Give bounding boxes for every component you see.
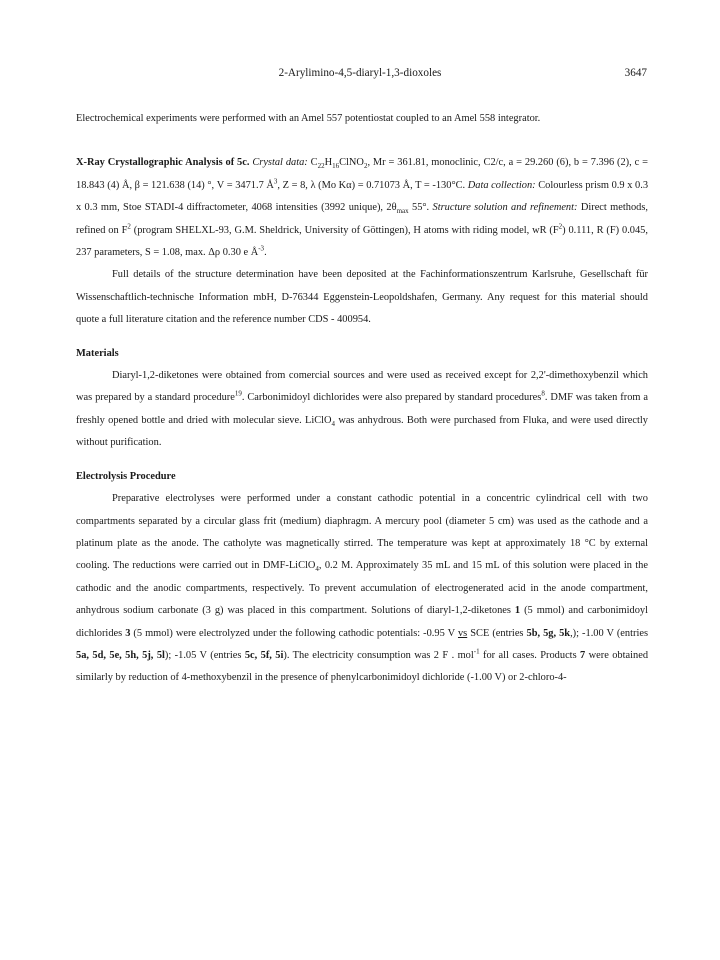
- entries-group-1: 5b, 5g, 5k: [526, 627, 571, 639]
- data-collection-text: Colourless prism 0.9 x 0.3 x 0.3 mm, Stoe STADI-4 diffractometer, 4068 intensities (3992 unique), 2θ: [76, 179, 649, 214]
- deposit-text: Full details of the structure determination have been deposited at the Fachinformationszentrum Karlsruhe, Gesellschaft für Wissenschaftlich-technische Information mbH, D-76344 Eggenstein-Leopoldshafen, Germany. Any request for this material should quote a full literature citation and the reference number CDS - 400954.: [76, 269, 648, 326]
- formula-o-subscript: 2: [363, 162, 368, 171]
- electrolysis-text-8: ). The electricity consumption was 2 F . mol: [283, 649, 474, 661]
- f-squared-superscript: 2: [127, 222, 131, 231]
- perchlorate-subscript: 4: [331, 419, 336, 428]
- volume-unit-superscript: 3: [273, 177, 278, 186]
- crystal-data-label: Crystal data:: [252, 157, 308, 169]
- formula-c: C: [310, 157, 318, 169]
- xray-heading: X-Ray Crystallographic Analysis of 5c.: [76, 157, 250, 169]
- deposit-paragraph: [76, 264, 648, 331]
- structure-solution-text-2: (program SHELXL-93, G.M. Sheldrick, University of Göttingen), H atoms with riding model, wR (F: [130, 224, 559, 236]
- data-collection-label: Data collection:: [467, 179, 536, 191]
- crystal-data-text: , Mr = 361.81, monoclinic, C2/c, a = 29.260 (6), b = 7.396 (2), c = 18.843 (4) Å, β = 121.638 (14) °, V = 3471.7 Å: [76, 157, 648, 191]
- wr-f-squared-superscript: 2: [558, 222, 563, 231]
- materials-text-2: . Carbonimidoyl dichlorides were also prepared by standard procedures: [241, 392, 542, 404]
- electrolysis-text: Preparative electrolyses were performed under a constant cathodic potential in a concentric cylindrical cell with two compartments separated by a circular glass frit (medium) diaphragm. A mercury pool (diameter 5 cm) was used as the cathode and a platinum plate as the anode. The catholyte was magnetically stirred. The temperature was kept at approximately 18 °C by external cooling. The reductions were carried out in DMF-LiClO: [76, 493, 648, 572]
- crystal-data-text-2: , Z = 8, λ (Mo Kα) = 0.71073 Å, T = -130°C.: [277, 179, 468, 191]
- compound-3: 3: [125, 627, 131, 639]
- structure-solution-end: .: [264, 247, 267, 259]
- electrolysis-text-7: ); -1.05 V (entries: [164, 649, 245, 661]
- intro-text: Electrochemical experiments were performed with an Amel 557 potentiostat coupled to an Amel 558 integrator.: [76, 113, 541, 124]
- running-title: 2-Arylimino-4,5-diaryl-1,3-dioxoles: [278, 67, 442, 79]
- article-body: [76, 108, 648, 690]
- electrolysis-paragraph: [76, 488, 648, 690]
- formula-c-subscript: 22: [317, 162, 325, 171]
- electrolysis-text-2: , 0.2 M. Approximately 35 mL and 15 mL of this solution were placed in the cathodic and the anodic compartments, respectively. To prevent accumulation of electrogenerated acid in the anode compartment, anhydrous sodium carbonate (3 g) was placed in this compartment. Solutions of diaryl-1,2-diketones: [76, 560, 648, 617]
- structure-solution-text-3: ) 0.111, R (F) 0.045, 237 parameters, S = 1.08, max. Δρ 0.30 e Å: [76, 224, 648, 259]
- compound-7: 7: [580, 649, 586, 661]
- formula-h: H: [324, 157, 333, 169]
- electrolysis-text-3: (5 mmol) and carbonimidoyl dichlorides: [76, 605, 648, 639]
- page-number: 3647: [624, 67, 647, 79]
- data-collection-text-2: 55°.: [408, 202, 433, 214]
- electrolysis-heading-line: [76, 466, 648, 488]
- electrolysis-text-10: were obtained similarly by reduction of 4-methoxybenzil in the presence of phenylcarbonimidoyl dichloride (-1.00 V) or 2-chloro-4-: [76, 649, 649, 684]
- xray-paragraph: [76, 152, 648, 264]
- perchlorate-subscript-2: 4: [315, 565, 319, 574]
- materials-heading: Materials: [76, 347, 119, 359]
- electrolysis-heading: Electrolysis Procedure: [76, 470, 176, 482]
- materials-text: Diaryl-1,2-diketones were obtained from comercial sources and were used as received except for 2,2'-dimethoxybenzil which was prepared by a standard procedure: [76, 370, 648, 404]
- mol-inverse-superscript: -1: [473, 647, 480, 656]
- formula-clno: ClNO: [339, 157, 364, 169]
- materials-paragraph: [76, 365, 648, 455]
- electrolysis-text-6: ,); -1.00 V (entries: [570, 627, 649, 639]
- compound-1: 1: [514, 605, 521, 617]
- materials-text-4: was anhydrous. Both were purchased from Fluka, and were used directly without purification.: [76, 414, 648, 449]
- electrolysis-text-5: SCE (entries: [467, 627, 527, 639]
- density-unit-superscript: -3: [258, 244, 265, 253]
- entries-group-2: 5a, 5d, 5e, 5h, 5j, 5l: [76, 649, 165, 661]
- electrolysis-text-9: for all cases. Products: [479, 649, 581, 661]
- versus-abbrev: vs: [457, 627, 468, 639]
- intro-paragraph: [76, 108, 648, 130]
- structure-solution-text: Direct methods, refined on F: [76, 202, 648, 236]
- reference-8: 8: [541, 390, 545, 398]
- materials-heading-line: [76, 343, 648, 365]
- theta-max-subscript: max: [396, 207, 409, 216]
- reference-19: 19: [234, 390, 242, 398]
- materials-text-3: . DMF was taken from a freshly opened bottle and dried with molecular sieve. LiClO: [76, 392, 649, 426]
- entries-group-3: 5c, 5f, 5i: [244, 649, 284, 661]
- electrolysis-text-4: (5 mmol) were electrolyzed under the following cathodic potentials: -0.95 V: [130, 627, 458, 639]
- formula-h-subscript: 16: [332, 162, 340, 171]
- structure-solution-label: Structure solution and refinement:: [432, 202, 578, 214]
